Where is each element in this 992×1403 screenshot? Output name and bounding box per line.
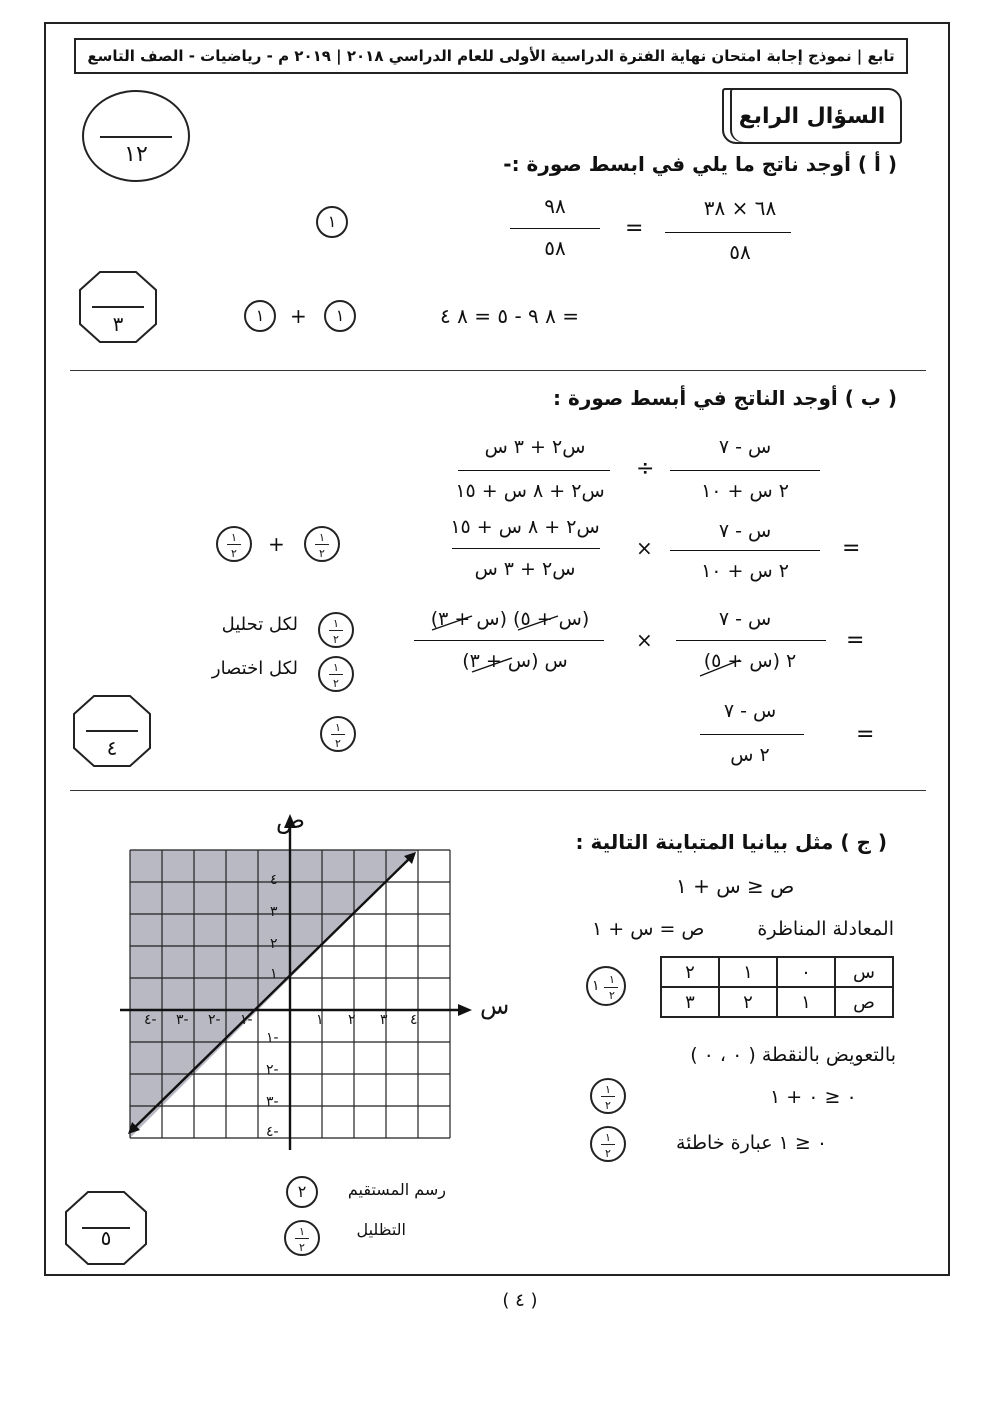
note-factor: لكل تحليل: [221, 614, 298, 635]
table-cell: ٢: [661, 957, 719, 987]
half-mark-circle: ١ ٢: [318, 656, 354, 692]
b3-left-num: س - ٧: [718, 608, 772, 630]
x-tick: ١: [316, 1012, 324, 1028]
y-axis-label: ص: [276, 806, 306, 834]
substitute-text: بالتعويض بالنقطة ( ٠ ، ٠ ): [690, 1044, 896, 1066]
divide-sign: ÷: [636, 456, 655, 481]
part-a-expr-den: ٥٨: [729, 240, 751, 264]
y-tick: ١: [270, 966, 278, 982]
equals-sign: =: [846, 628, 865, 653]
y-tick: ٢: [270, 936, 278, 952]
half-mark-circle: ١ ٢: [304, 526, 340, 562]
total-score: ١٢: [124, 142, 148, 167]
half-mark-circle: ١ ٢: [216, 526, 252, 562]
b2-left-den: ٢ س + ١٠: [701, 560, 789, 582]
total-score-circle: [82, 90, 190, 182]
x-tick: -٤: [144, 1012, 157, 1028]
y-tick: -٤: [266, 1124, 279, 1140]
question-title: السؤال الرابع: [722, 88, 902, 144]
part-a-expr-num: ٦٨ × ٣٨: [703, 196, 777, 220]
x-axis-label: س: [480, 992, 510, 1020]
x-tick: -١: [240, 1012, 253, 1028]
y-tick: ٣: [270, 904, 278, 920]
check-1: ٠ ≤ ٠ + ١: [770, 1086, 857, 1108]
equals-sign: =: [625, 216, 644, 241]
half-mark-circle: ١ ٢: [590, 1126, 626, 1162]
x-tick: ٢: [348, 1012, 356, 1028]
y-tick: -٢: [266, 1062, 279, 1078]
x-tick: -٢: [208, 1012, 221, 1028]
b3-right-den: س (س + ٣): [462, 650, 568, 672]
y-tick: ٤: [270, 872, 278, 888]
equals-sign: =: [856, 722, 875, 747]
table-cell: ١: [777, 987, 835, 1017]
note-reduce: لكل اختصار: [211, 658, 298, 679]
check-2: ٠ ≤ ١ عبارة خاطئة: [676, 1132, 828, 1154]
mark-circle: ١: [324, 300, 356, 332]
table-cell: ٠: [777, 957, 835, 987]
mark-circle: ٢: [286, 1176, 318, 1208]
mark-circle: ١: [316, 206, 348, 238]
b2-left-num: س - ٧: [718, 520, 772, 542]
b1-left-den: ٢ س + ١٠: [701, 480, 789, 502]
inequality: ص ≤ س + ١: [676, 874, 795, 898]
mark-circle: ١: [244, 300, 276, 332]
part-b-score: ٤: [106, 736, 118, 760]
x-tick: ٤: [410, 1012, 418, 1028]
multiply-sign: ×: [636, 628, 653, 652]
part-c-prompt: ( ج ) مثل بيانيا المتباينة التالية :: [575, 830, 887, 854]
values-table: [660, 956, 894, 1018]
part-a-step1-num: ٩٨: [544, 194, 566, 218]
table-cell: ٣: [661, 987, 719, 1017]
table-cell: س: [835, 957, 893, 987]
plus-sign: +: [290, 304, 307, 328]
table-mark-circle: ١ ١ ٢: [586, 966, 626, 1006]
part-c-score: ٥: [100, 1226, 112, 1250]
y-tick: -٣: [266, 1094, 279, 1110]
table-cell: ص: [835, 987, 893, 1017]
plus-sign: +: [268, 532, 285, 556]
b3-right-num: (س + ٥) (س + ٣): [430, 608, 590, 630]
graph-mark-line: رسم المستقيم: [347, 1180, 446, 1199]
part-a-score: ٣: [112, 312, 124, 336]
y-tick: -١: [266, 1030, 279, 1046]
part-a-prompt: ( أ ) أوجد ناتج ما يلي في ابسط صورة :-: [503, 152, 897, 176]
graph-mark-shade: التظليل: [356, 1220, 406, 1239]
half-mark-circle: ١ ٢: [284, 1220, 320, 1256]
part-a-step2: = ٨ ٩ - ٥ = ٨ ٤: [440, 304, 580, 328]
table-cell: ٢: [719, 987, 777, 1017]
equation-label: المعادلة المناظرة: [757, 918, 894, 940]
b1-right-den: س٢ + ٨ س + ١٥: [455, 480, 605, 502]
table-cell: ١: [719, 957, 777, 987]
b2-right-den: س٢ + ٣ س: [474, 558, 576, 580]
b4-den: ٢ س: [730, 744, 770, 766]
b2-right-num: س٢ + ٨ س + ١٥: [450, 516, 600, 538]
b1-left-num: س - ٧: [718, 436, 772, 458]
b3-left-den: ٢ (س + ٥): [703, 650, 797, 672]
x-tick: -٣: [176, 1012, 189, 1028]
equation: ص = س + ١: [592, 918, 705, 940]
b1-right-num: س٢ + ٣ س: [484, 436, 586, 458]
cancellation-strokes: [410, 600, 830, 690]
page-header: تابع | نموذج إجابة امتحان نهاية الفترة الدراسية الأولى للعام الدراسي ٢٠١٨ | ٢٠١٩ م - رياضيات - الصف التاسع: [74, 38, 908, 74]
equals-sign: =: [842, 536, 861, 561]
half-mark-circle: ١ ٢: [320, 716, 356, 752]
part-b-prompt: ( ب ) أوجد الناتج في أبسط صورة :: [553, 386, 897, 410]
inequality-graph: [120, 800, 520, 1170]
x-tick: ٣: [380, 1012, 388, 1028]
multiply-sign: ×: [636, 536, 653, 560]
b4-num: س - ٧: [723, 700, 777, 722]
half-mark-circle: ١ ٢: [590, 1078, 626, 1114]
page-number: ( ٤ ): [502, 1290, 538, 1311]
half-mark-circle: ١ ٢: [318, 612, 354, 648]
part-a-step1-den: ٥٨: [544, 236, 566, 260]
